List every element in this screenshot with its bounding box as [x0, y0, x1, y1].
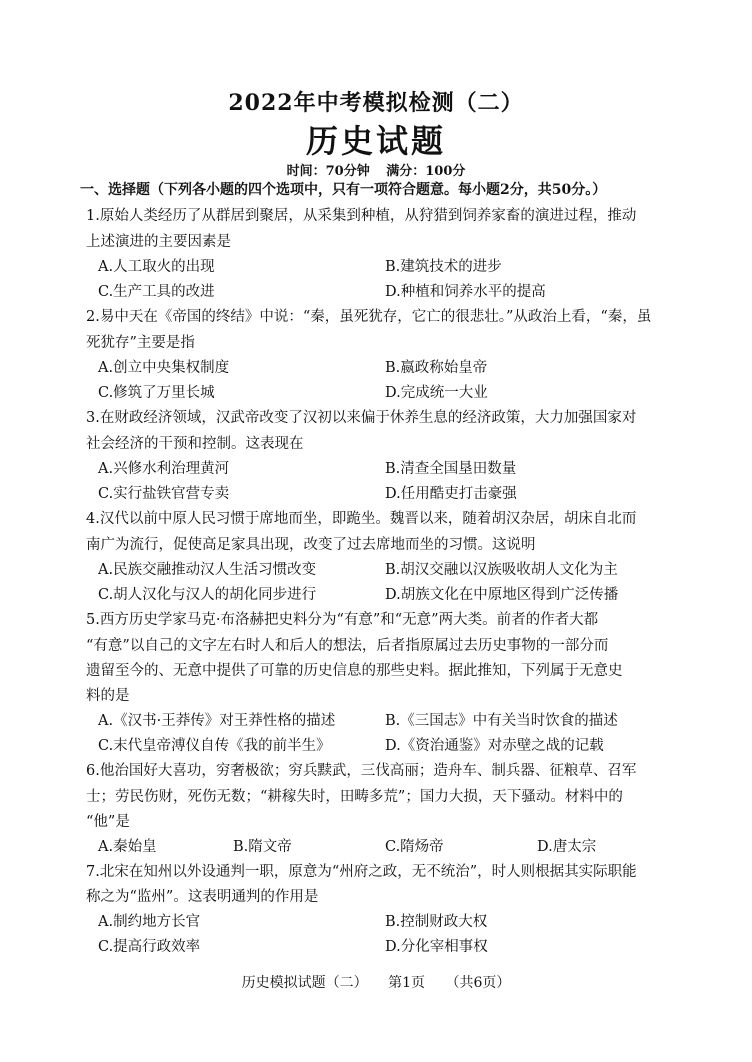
option-a: A.秦始皇	[98, 839, 157, 855]
option-d: D.任用酷吏打击豪强	[385, 486, 517, 502]
option-d: D.分化宰相事权	[385, 939, 488, 955]
option-c: C.隋炀帝	[385, 839, 444, 855]
option-b: B.清查全国垦田数量	[385, 461, 517, 477]
question-line: 4.汉代以前中原人民习惯于席地而坐，即跪坐。魏晋以来，随着胡汉杂居，胡床自北而	[86, 511, 637, 527]
option-c: C.实行盐铁官营专卖	[98, 486, 230, 502]
question-line: 6.他治国好大喜功，穷奢极欲；穷兵黩武，三伐高丽；造舟车、制兵器、征粮草、召军	[86, 763, 637, 779]
exam-title: 2022年中考模拟检测（二）	[228, 90, 524, 116]
question-line: 遗留至今的、无意中提供了可靠的历史信息的那些史料。据此推知，下列属于无意史	[86, 663, 623, 679]
question-line: 南广为流行，促使高足家具出现，改变了过去席地而坐的习惯。这说明	[86, 537, 536, 553]
section-heading: 一、选择题（下列各小题的四个选项中，只有一项符合题意。每小题2分，共50分。）	[80, 182, 607, 198]
option-a: A.制约地方长官	[98, 914, 201, 930]
option-c: C.提高行政效率	[98, 939, 201, 955]
footer-total-pages: （共6页）	[445, 975, 511, 991]
subject-title: 历史试题	[305, 122, 446, 160]
question-line: 称之为“监州”。这表明通判的作用是	[86, 889, 319, 905]
question-line: 5.西方历史学家马克·布洛赫把史料分为“有意”和“无意”两大类。前者的作者大都	[86, 612, 599, 628]
question-line: 上述演进的主要因素是	[86, 234, 231, 250]
footer-page-number: 第1页	[388, 975, 425, 991]
option-b: B.建筑技术的进步	[385, 259, 502, 275]
option-a: A.创立中央集权制度	[98, 360, 230, 376]
option-a: A.兴修水利治理黄河	[98, 461, 230, 477]
option-c: C.胡人汉化与汉人的胡化同步进行	[98, 587, 317, 603]
option-b: B.嬴政称始皇帝	[385, 360, 488, 376]
question-line: 1.原始人类经历了从群居到聚居，从采集到种植，从狩猎到饲养家畜的演进过程，推动	[86, 208, 637, 224]
option-c: C.末代皇帝溥仪自传《我的前半生》	[98, 738, 331, 754]
option-d: D.种植和饲养水平的提高	[385, 284, 546, 300]
question-line: 7.北宋在知州以外设通判一职，原意为“州府之政，无不统治”，时人则根据其实际职能	[86, 864, 637, 880]
footer-exam-name: 历史模拟试题（二）	[241, 975, 368, 991]
question-line: “有意”以自己的文字左右时人和后人的想法，后者指原属过去历史事物的一部分而	[86, 638, 609, 654]
option-a: A.《汉书·王莽传》对王莽性格的描述	[98, 713, 336, 729]
question-line: “他”是	[86, 814, 130, 830]
option-d: D.《资治通鉴》对赤壁之战的记载	[385, 738, 604, 754]
option-c: C.修筑了万里长城	[98, 385, 215, 401]
option-c: C.生产工具的改进	[98, 284, 215, 300]
time-limit: 时间：70分钟	[286, 164, 370, 179]
page-footer	[0, 972, 752, 992]
option-b: B.《三国志》中有关当时饮食的描述	[385, 713, 618, 729]
option-d: D.完成统一大业	[385, 385, 488, 401]
option-b: B.控制财政大权	[385, 914, 488, 930]
exam-meta	[0, 160, 752, 179]
question-line: 3.在财政经济领域，汉武帝改变了汉初以来偏于休养生息的经济政策，大力加强国家对	[86, 410, 637, 426]
full-score: 满分：100分	[386, 164, 466, 179]
option-d: D.胡族文化在中原地区得到广泛传播	[385, 587, 619, 603]
option-b: B.隋文帝	[233, 839, 292, 855]
question-line: 死犹存”主要是指	[86, 335, 195, 351]
option-a: A.人工取火的出现	[98, 259, 215, 275]
question-line: 士；劳民伤财，死伤无数；“耕稼失时，田畴多荒”；国力大损，天下骚动。材料中的	[86, 789, 623, 805]
question-line: 社会经济的干预和控制。这表现在	[86, 436, 304, 452]
question-line: 料的是	[86, 688, 130, 704]
option-b: B.胡汉交融以汉族吸收胡人文化为主	[385, 562, 618, 578]
option-d: D.唐太宗	[537, 839, 597, 855]
option-a: A.民族交融推动汉人生活习惯改变	[98, 562, 317, 578]
question-line: 2.易中天在《帝国的终结》中说：“秦，虽死犹存，它亡的很悲壮。”从政治上看，“秦，虽	[86, 309, 652, 325]
